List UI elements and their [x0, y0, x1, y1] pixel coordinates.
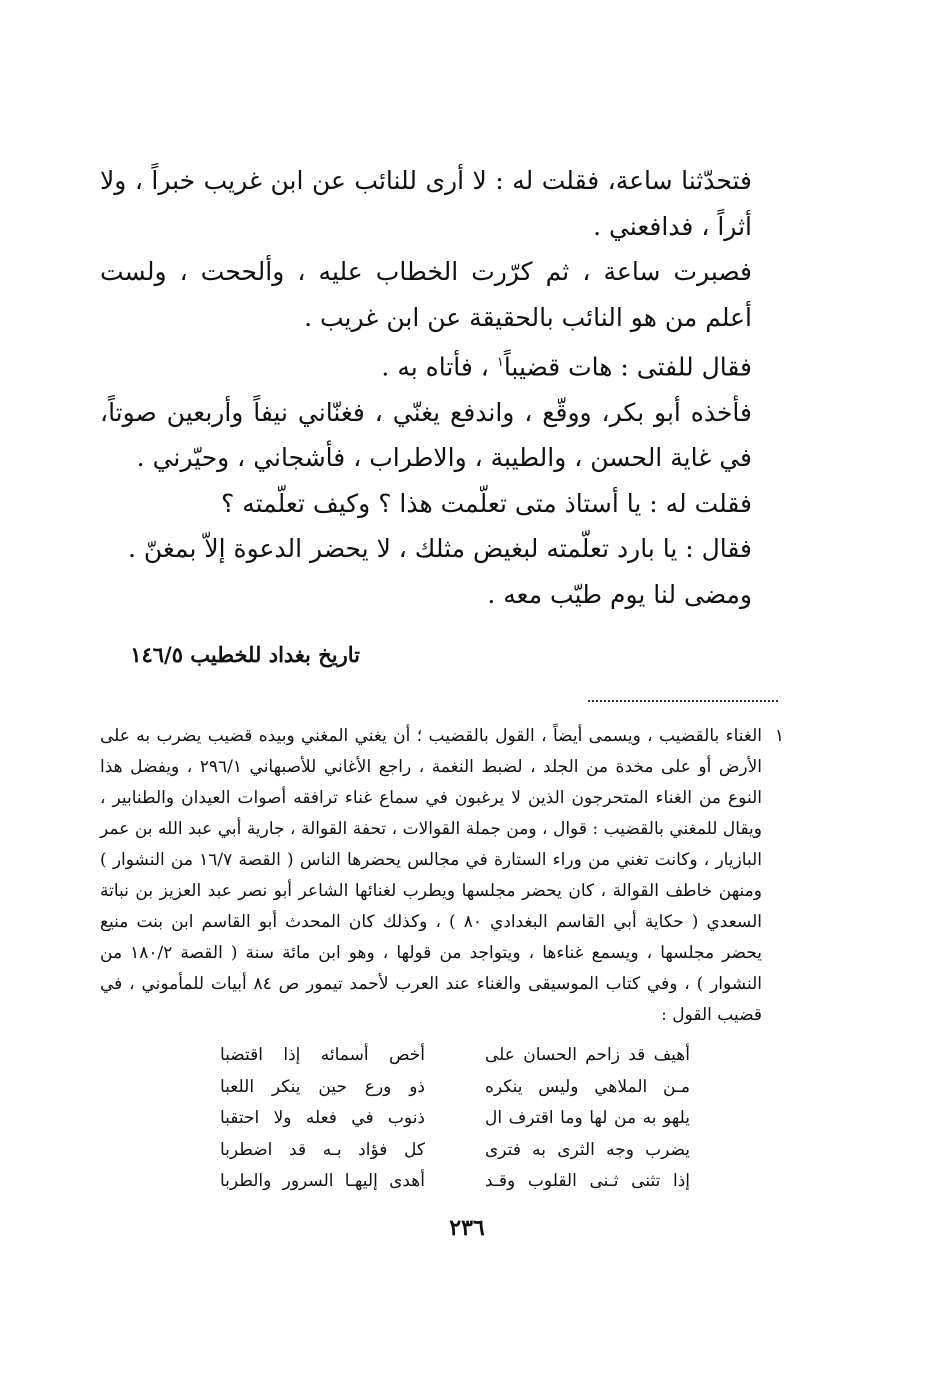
verse-second-hemistich: ذو ورع حين ينكر اللعبا	[220, 1076, 425, 1097]
footnote-reference: ١	[496, 355, 504, 370]
paragraph-1: فتحدّثنا ساعة، فقلت له : لا أرى للنائب عن ابن غريب خبراً ، ولا أثراً ، فدافعني .	[100, 166, 752, 241]
source-citation: تاريخ بغداد للخطيب ١٤٦/٥	[130, 642, 360, 667]
paragraph-3	[100, 340, 780, 390]
main-text-block	[100, 158, 780, 617]
poem-verses	[220, 1040, 690, 1198]
verse-line	[220, 1166, 690, 1198]
footnote-text: الغناء بالقضيب ، ويسمى أيضاً ، القول بالقضيب ؛ أن يغني المغني وبيده قضيب يضرب به على الأرض أو على مخدة من الجلد ، لضبط النغمة ، راجع الأغاني للأصبهاني ٢٩٦/١ ، ويفضل هذا النوع من الغناء المتحرجون الذين لا يرغبون في سماع غناء ترافقه أصوات العيدان والطنابير ، ويقال للمغني بالقضيب : قوال ، ومن جملة القوالات ، تحفة القوالة ، جارية أبي عبد الله بن عمر البازيار ، وكانت تغني من وراء الستارة في مجالس يحضرها الناس ( القصة ١٦/٧ من النشوار ) ومنهن خاطف القوالة ، كان يحضر مجلسها ويطرب لغنائها الشاعر أبو نصر عبد العزيز بن نباتة السعدي ( حكاية أبي القاسم البغدادي ٨٠ ) ، وكذلك كان المحدث أبو القاسم ابن بنت منيع يحضر مجلسها ، ويسمع غناءها ، ويتواجد من قولها ، وهو ابن مائة سنة ( القصة ١٨٠/٢ من النشوار ) ، وفي كتاب الموسيقى والغناء عند العرب لأحمد تيمور ص ٨٤ أبيات للمأموني ، في قضيب القول :	[100, 726, 762, 1025]
paragraph-7: ومضى لنا يوم طيّب معه .	[487, 579, 752, 609]
verse-second-hemistich: ذنوب في فعله ولا احتقبا	[220, 1108, 425, 1128]
verse-line	[220, 1072, 690, 1104]
footnote-1	[100, 721, 784, 1031]
verse-first-hemistich: مـن الملاهي وليس ينكره	[485, 1076, 690, 1097]
page-number: ٢٣٦	[449, 1215, 485, 1241]
paragraph-3-text: فقال للفتى : هات قضيباً	[503, 352, 752, 382]
paragraph-6: فقال : يا بارد تعلّمته لبغيض مثلك ، لا يحضر الدعوة إلاّ بمغنّ .	[128, 534, 752, 564]
verse-line	[220, 1135, 690, 1167]
verse-second-hemistich: كل فؤاد بـه قد اضطربا	[220, 1139, 425, 1160]
paragraph-2: فصبرت ساعة ، ثم كرّرت الخطاب عليه ، وألححت ، ولست أعلم من هو النائب بالحقيقة عن ابن غريب .	[100, 257, 752, 332]
verse-first-hemistich: يلهو به من لها وما اقترف ال	[485, 1108, 690, 1128]
paragraph-4: فأخذه أبو بكر، ووقّع ، واندفع يغنّي ، فغنّاني نيفاً وأربعين صوتاً، في غاية الحسن ، والطيبة ، والاطراب ، فأشجاني ، وحيّرني .	[100, 397, 752, 473]
verse-line	[220, 1103, 690, 1135]
footnote-divider	[588, 700, 778, 702]
verse-first-hemistich: أهيف قد زاحم الحسان على	[485, 1045, 690, 1065]
paragraph-3-tail: ، فأتاه به .	[381, 352, 497, 382]
verse-second-hemistich: أخص أسمائه إذا اقتضبا	[220, 1045, 425, 1065]
verse-first-hemistich: يضرب وجه الثرى به فترى	[485, 1139, 690, 1160]
footnote-number: ١	[774, 726, 784, 746]
verse-line	[220, 1040, 690, 1072]
verse-second-hemistich: أهدى إليهـا السرور والطربا	[220, 1171, 425, 1191]
paragraph-5: فقلت له : يا أستاذ متى تعلّمت هذا ؟ وكيف تعلّمته ؟	[221, 488, 752, 518]
footnotes-block	[100, 721, 784, 1031]
verse-first-hemistich: إذا تثنى ثـنى القلوب وقـد	[485, 1171, 690, 1191]
